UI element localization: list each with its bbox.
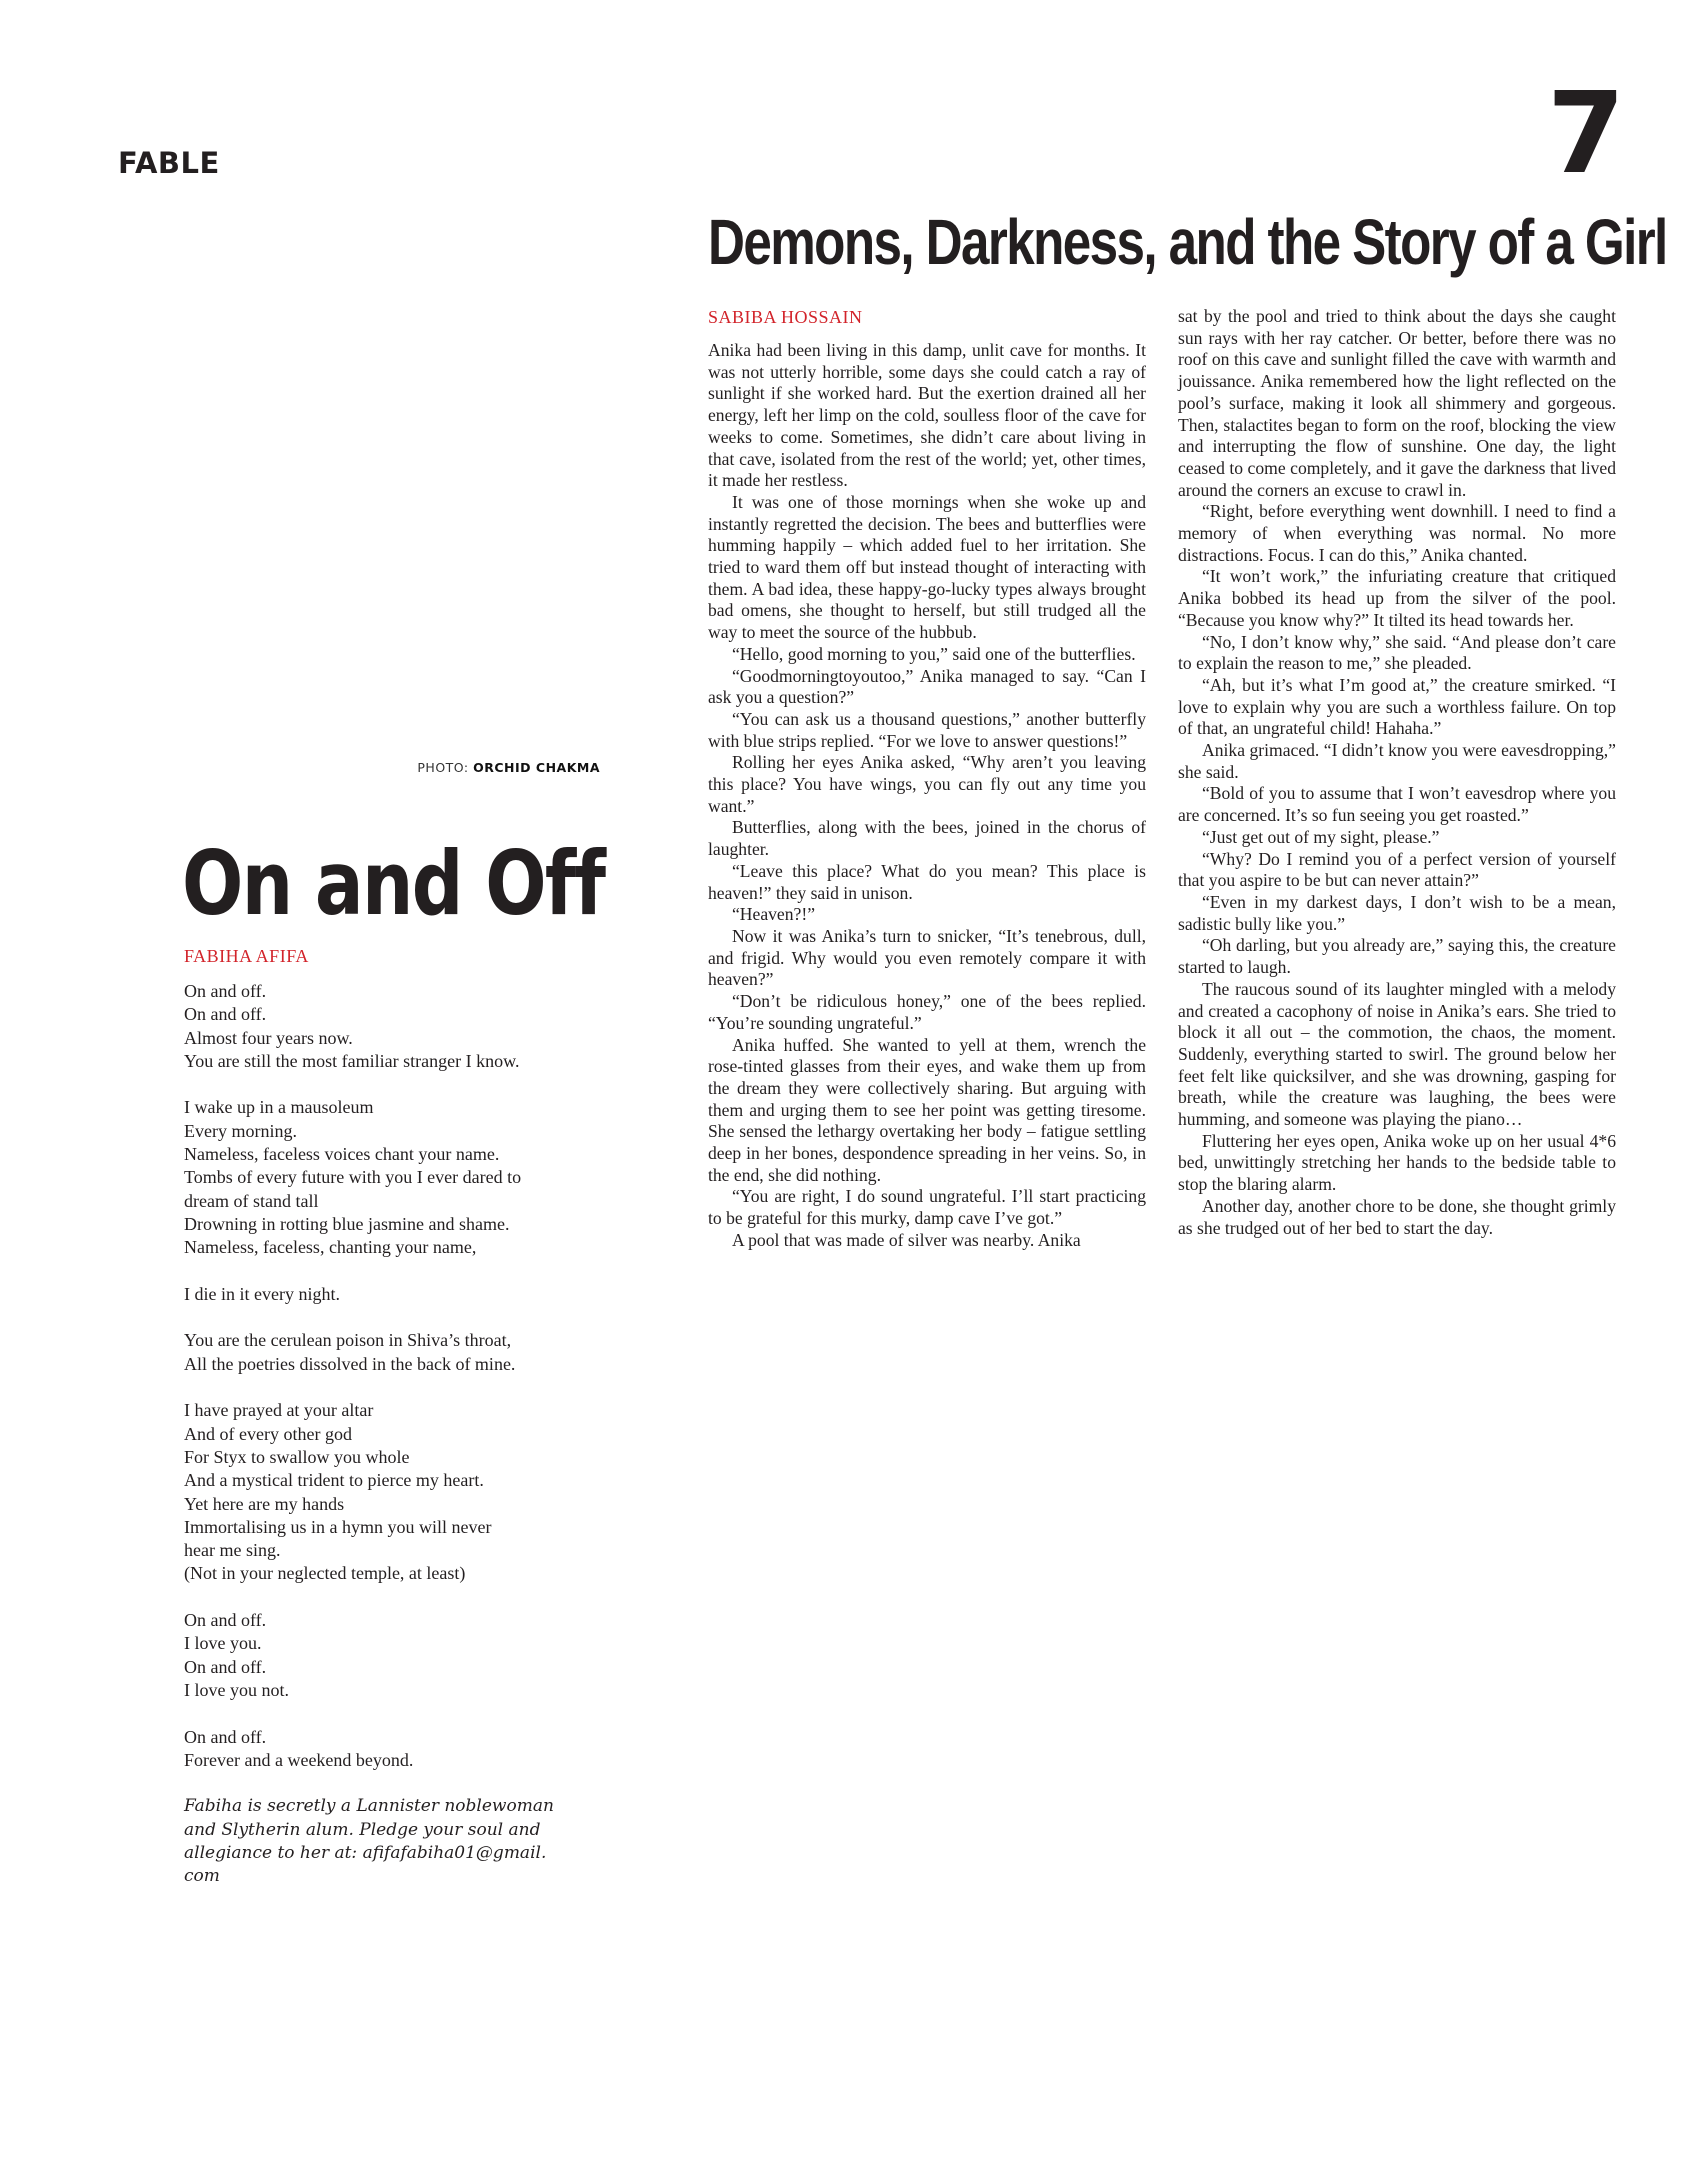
- poem-line: Immortalising us in a hymn you will never: [184, 1516, 492, 1537]
- author-bio-line: Fabiha is secretly a Lannister noblewoman: [184, 1796, 554, 1817]
- poem-stanza: [184, 1329, 584, 1376]
- poem-line: And a mystical trident to pierce my heart.: [184, 1470, 484, 1491]
- poem-line: On and off.: [184, 981, 267, 1001]
- poem-line: You are the cerulean poison in Shiva’s throat,: [184, 1330, 512, 1351]
- photo-credit-prefix: PHOTO:: [417, 760, 469, 775]
- story-paragraph: “Leave this place? What do you mean? This place is heaven!” they said in unison.: [708, 860, 1146, 903]
- story-paragraph: “You are right, I do sound ungrateful. I’ll start practicing to be grateful for this murky, damp cave I’ve got.”: [708, 1186, 1146, 1229]
- poem-line: Tombs of every future with you I ever dared to: [184, 1167, 522, 1188]
- story-paragraph: “Hello, good morning to you,” said one of the butterflies.: [732, 643, 1136, 664]
- poem-line: You are still the most familiar stranger I know.: [184, 1050, 520, 1071]
- story-headline: Demons, Darkness, and the Story of a Girl: [708, 206, 1667, 278]
- poem-line: Yet here are my hands: [184, 1493, 345, 1514]
- poem-line: Nameless, faceless voices chant your name.: [184, 1144, 500, 1165]
- story-paragraph: Anika huffed. She wanted to yell at them, wrench the rose-tinted glasses from their eyes, and wake them up from the dream they were collectively sharing. But arguing with them and urging them to see her point was getting tiresome. She sensed the lethargy overtaking her body – fatigue settling deep in her bones, despondence spreading in her veins. So, in the end, she did nothing.: [708, 1034, 1146, 1185]
- poem-line: Every morning.: [184, 1120, 297, 1141]
- poem-line: I love you not.: [184, 1679, 289, 1700]
- story-paragraph: “Even in my darkest days, I don’t wish to be a mean, sadistic bully like you.”: [1178, 891, 1616, 934]
- poem-stanza: [184, 1096, 584, 1259]
- poem-line: On and off.: [184, 1726, 267, 1747]
- photo-credit: [290, 760, 600, 775]
- story-paragraph: “Heaven?!”: [732, 904, 816, 925]
- author-bio: [184, 1795, 584, 1888]
- story-paragraph: “Goodmorningtoyoutoo,” Anika managed to say. “Can I ask you a question?”: [708, 665, 1146, 708]
- poem-line: hear me sing.: [184, 1540, 281, 1561]
- poem-stanza: [184, 1283, 584, 1306]
- story-column-2: [1178, 306, 1616, 1239]
- story-paragraph: A pool that was made of silver was nearby. Anika: [732, 1229, 1081, 1250]
- story-paragraph: Anika grimaced. “I didn’t know you were eavesdropping,” she said.: [1178, 740, 1616, 782]
- poem-line: I have prayed at your altar: [184, 1400, 374, 1421]
- story-paragraph: “Bold of you to assume that I won’t eavesdrop where you are concerned. It’s so fun seeing you get roasted.”: [1178, 783, 1616, 826]
- poem-line: On and off.: [184, 1610, 267, 1631]
- story-paragraph: Butterflies, along with the bees, joined in the chorus of laughter.: [708, 817, 1146, 860]
- story-column-1: [708, 340, 1146, 1252]
- poem-stanza: [184, 1609, 584, 1702]
- poem-line: (Not in your neglected temple, at least): [184, 1563, 466, 1584]
- author-bio-line: and Slytherin alum. Pledge your soul and: [184, 1819, 541, 1840]
- poem-byline: FABIHA AFIFA: [184, 946, 309, 966]
- poem-body: [184, 980, 584, 1889]
- poem-line: On and off.: [184, 1004, 267, 1025]
- story-paragraph: Rolling her eyes Anika asked, “Why aren’t you leaving this place? You have wings, you can fly out any time you want.”: [708, 752, 1146, 816]
- story-paragraph: sat by the pool and tried to think about the days she caught sun rays with her ray catcher. Or better, before there was no roof on this cave and sunlight filled the cave with warmth and jouissance. Anika remembered how the light reflected on the pool’s surface, making it look all shimmery and gorgeous. Then, stalactites began to form on the roof, blocking the view and interrupting the flow of sunshine. One day, the light ceased to come completely, and it gave the darkness that lived around the corners an excuse to crawl in.: [1178, 306, 1616, 500]
- poem-title: On and Off: [182, 832, 605, 935]
- story-paragraph: “No, I don’t know why,” she said. “And please don’t care to explain the reason to me,” she pleaded.: [1178, 631, 1616, 674]
- story-paragraph: “Oh darling, but you already are,” saying this, the creature started to laugh.: [1178, 935, 1616, 978]
- poem-line: Forever and a weekend beyond.: [184, 1749, 414, 1770]
- story-paragraph: “Right, before everything went downhill. I need to find a memory of when everything was normal. No more distractions. Focus. I can do this,” Anika chanted.: [1178, 501, 1616, 565]
- story-byline: SABIBA HOSSAIN: [708, 307, 863, 327]
- story-paragraph: “Ah, but it’s what I’m good at,” the creature smirked. “I love to explain why you are such a worthless failure. On top of that, an ungrateful child! Hahaha.”: [1178, 674, 1616, 739]
- story-paragraph: Fluttering her eyes open, Anika woke up on her usual 4*6 bed, unwittingly stretching her hands to the bedside table to stop the blaring alarm.: [1178, 1130, 1616, 1195]
- story-paragraph: The raucous sound of its laughter mingled with a melody and created a cacophony of noise in Anika’s ears. She tried to block it all out – the commotion, the chaos, the moment. Suddenly, everything started to swirl. The ground below her feet felt like quicksilver, and she was drowning, gasping for breath, while the creature was laughing, the bees were humming, and someone was playing the piano…: [1178, 978, 1616, 1130]
- poem-stanza: [184, 1399, 584, 1585]
- poem-line: I die in it every night.: [184, 1283, 340, 1304]
- poem-line: And of every other god: [184, 1423, 352, 1444]
- story-paragraph: “Why? Do I remind you of a perfect version of yourself that you aspire to be but can never attain?”: [1178, 848, 1616, 891]
- story-paragraph: Anika had been living in this damp, unlit cave for months. It was not utterly horrible, some days she could catch a ray of sunlight if she worked hard. But the exertion drained all her energy, left her limp on the cold, soulless floor of the cave for weeks to come. Sometimes, she didn’t care about living in that cave, isolated from the rest of the world; yet, other times, it made her restless.: [708, 340, 1146, 491]
- poem-line: dream of stand tall: [184, 1190, 319, 1211]
- photo-credit-name: ORCHID CHAKMA: [473, 760, 600, 775]
- poem-line: All the poetries dissolved in the back of mine.: [184, 1353, 516, 1374]
- author-bio-line: com: [184, 1866, 220, 1887]
- story-paragraph: Another day, another chore to be done, she thought grimly as she trudged out of her bed to start the day.: [1178, 1195, 1616, 1238]
- poem-line: Almost four years now.: [184, 1027, 353, 1048]
- author-bio-line: allegiance to her at: afifafabiha01@gmail.: [184, 1842, 547, 1863]
- story-paragraph: It was one of those mornings when she woke up and instantly regretted the decision. The bees and butterflies were humming happily – which added fuel to her irritation. She tried to ward them off but instead thought of interacting with them. A bad idea, these happy-go-lucky types always brought bad omens, she thought to herself, but still trudged all the way to meet the source of the hubbub.: [708, 491, 1146, 643]
- section-label: FABLE: [118, 146, 220, 180]
- poem-line: I love you.: [184, 1633, 262, 1654]
- story-paragraph: “It won’t work,” the infuriating creature that critiqued Anika bobbed its head up from the silver of the pool. “Because you know why?” It tilted its head towards her.: [1178, 566, 1616, 630]
- poem-line: Nameless, faceless, chanting your name,: [184, 1237, 477, 1258]
- poem-stanza: [184, 1726, 584, 1773]
- story-paragraph: Now it was Anika’s turn to snicker, “It’s tenebrous, dull, and frigid. Why would you even remotely compare it with heaven?”: [708, 925, 1146, 990]
- story-paragraph: “Don’t be ridiculous honey,” one of the bees replied. “You’re sounding ungrateful.”: [708, 991, 1146, 1033]
- story-paragraph: “You can ask us a thousand questions,” another butterfly with blue strips replied. “For we love to answer questions!”: [708, 708, 1146, 751]
- page-number: 7: [1547, 69, 1625, 199]
- poem-line: Drowning in rotting blue jasmine and shame.: [184, 1213, 510, 1234]
- poem-line: I wake up in a mausoleum: [184, 1097, 374, 1118]
- poem-line: For Styx to swallow you whole: [184, 1446, 410, 1467]
- story-paragraph: “Just get out of my sight, please.”: [1202, 826, 1440, 847]
- poem-line: On and off.: [184, 1656, 267, 1677]
- poem-stanza: [184, 980, 584, 1073]
